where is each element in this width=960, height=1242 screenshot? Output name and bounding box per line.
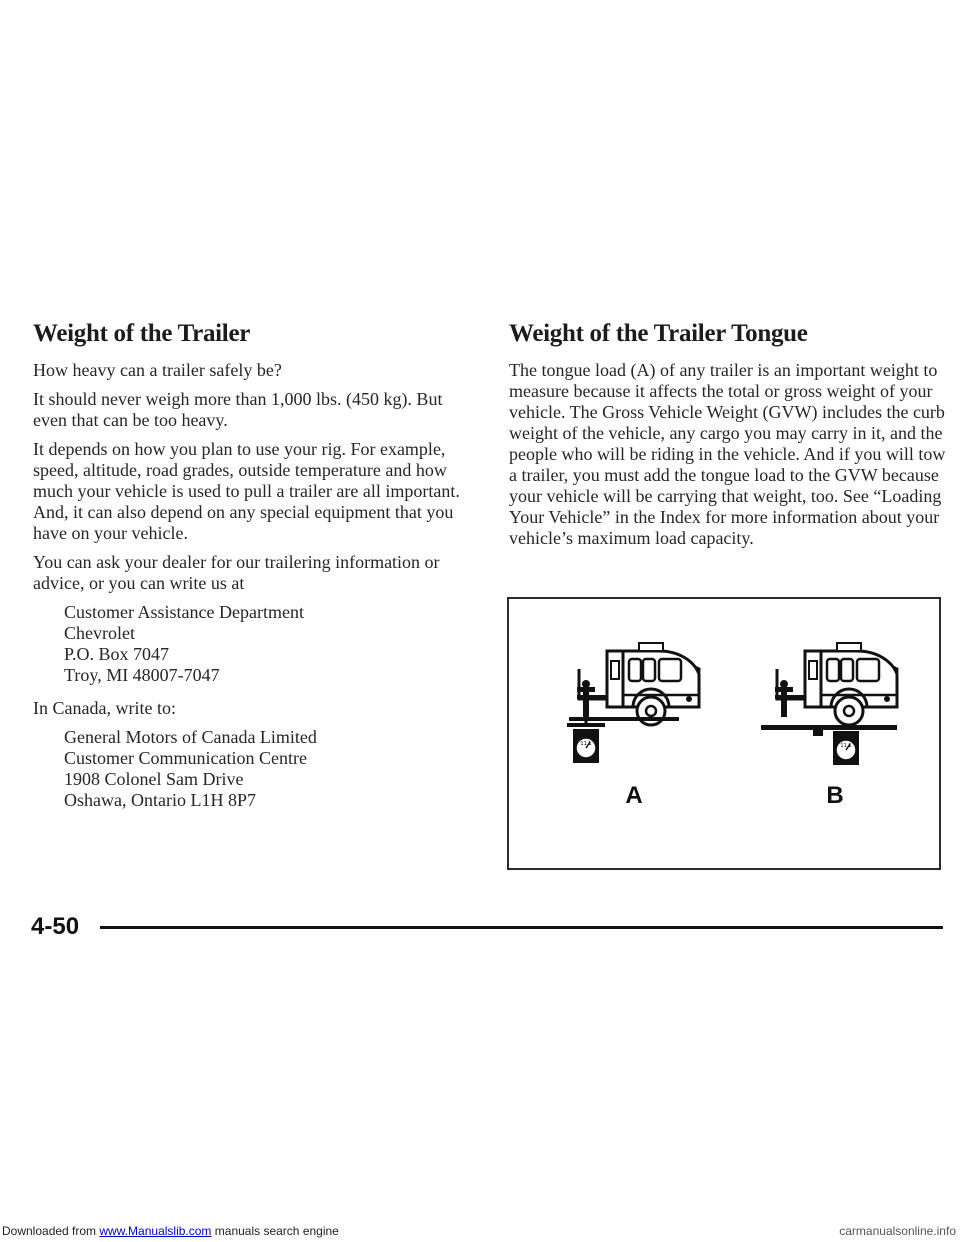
paragraph-how-heavy: How heavy can a trailer safely be? [33, 360, 282, 380]
heading-weight-of-trailer-tongue: Weight of the Trailer Tongue [509, 320, 808, 347]
address-line: Chevrolet [64, 623, 135, 643]
tongue-weight-figure [507, 597, 941, 870]
label-a: A [625, 782, 643, 809]
address-us [64, 602, 478, 686]
watermark: carmanualsonline.info [839, 1224, 956, 1238]
manualslib-link[interactable]: www.Manualslib.com [99, 1224, 212, 1238]
address-line: General Motors of Canada Limited [64, 727, 317, 747]
footer-rule [100, 926, 943, 929]
download-footer [0, 1222, 960, 1242]
paragraph-depends: It depends on how you plan to use your rig. For example, speed, altitude, road grades, outside temperature and how much your vehicle is used to pull a trailer are all important. And, it can also depend on any special equipment that you have on your vehicle. [33, 439, 460, 543]
address-line: Customer Communication Centre [64, 748, 307, 768]
paragraph-never-weigh: It should never weigh more than 1,000 lbs. (450 kg). But even that can be too heavy. [33, 389, 443, 430]
right-column [509, 318, 949, 557]
trailer-b-icon [761, 643, 897, 765]
address-line: Oshawa, Ontario L1H 8P7 [64, 790, 256, 810]
trailer-a-icon [567, 643, 699, 763]
footer-suffix: manuals search engine [211, 1224, 339, 1238]
footer-text [2, 1222, 339, 1240]
paragraph-tongue-load: The tongue load (A) of any trailer is an important weight to measure because it affects the total or gross weight of your vehicle. The Gross Vehicle Weight (GVW) includes the curb weight of the vehicle, any cargo you may carry in it, and the people who will be riding in the vehicle. And if you will tow a trailer, you must add the tongue load to the GVW because your vehicle will be carrying that weight, too. See “Loading Your Vehicle” in the Index for more information about your vehicle’s maximum load capacity. [509, 360, 946, 548]
address-line: Customer Assistance Department [64, 602, 304, 622]
heading-weight-of-trailer: Weight of the Trailer [33, 320, 251, 347]
label-b: B [826, 782, 844, 809]
paragraph-canada-intro: In Canada, write to: [33, 698, 176, 718]
address-line: P.O. Box 7047 [64, 644, 170, 664]
address-line: 1908 Colonel Sam Drive [64, 769, 244, 789]
address-canada [64, 727, 478, 811]
trailer-scale-illustration: 11 1 A B [509, 599, 939, 868]
paragraph-ask-dealer: You can ask your dealer for our trailering information or advice, or you can write us at [33, 552, 440, 593]
page-number: 4-50 [31, 913, 80, 940]
address-line: Troy, MI 48007-7047 [64, 665, 220, 685]
footer-prefix: Downloaded from [2, 1224, 100, 1238]
left-column [33, 318, 478, 823]
